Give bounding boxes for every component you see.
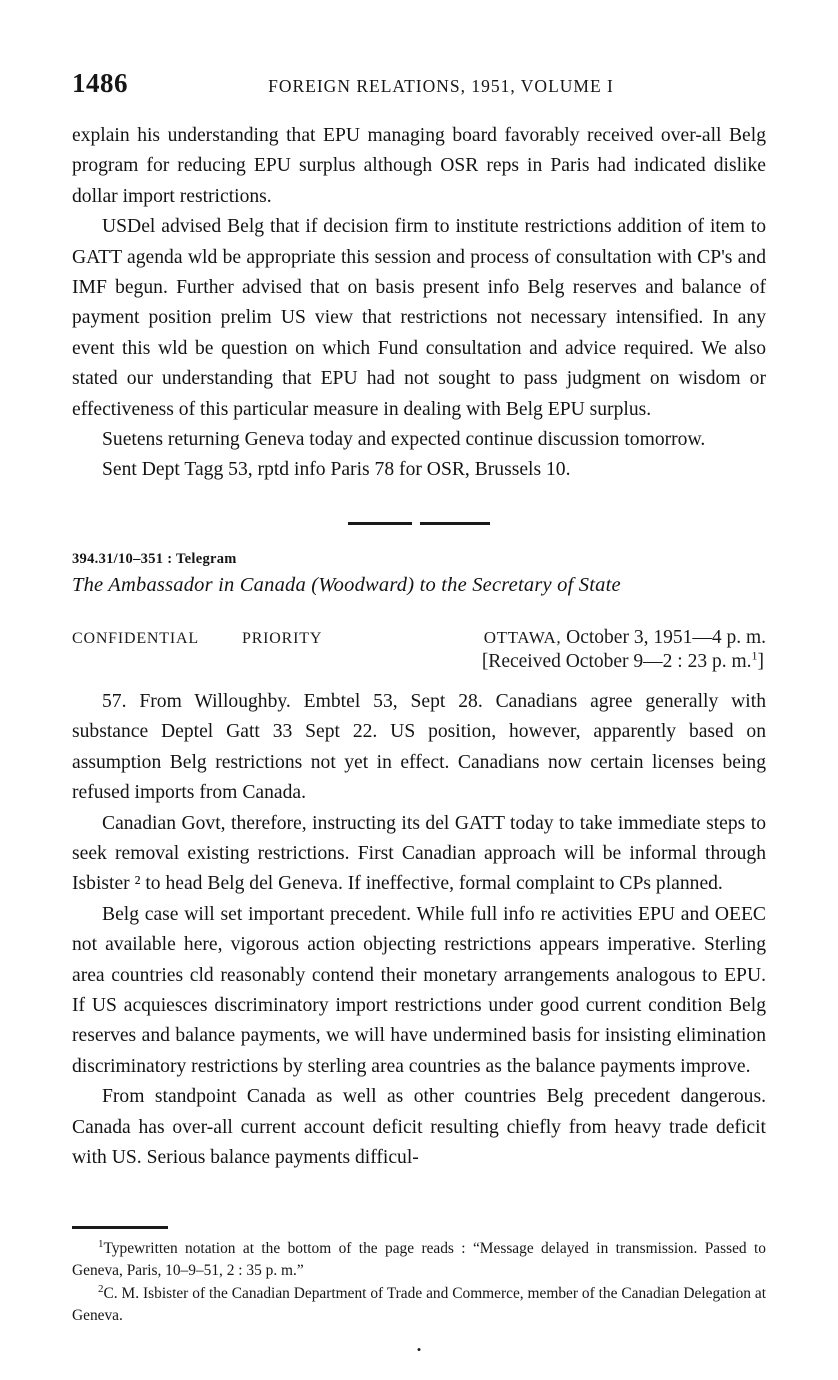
priority-label: PRIORITY	[242, 629, 323, 647]
dateline	[484, 627, 766, 649]
divider-rule-left	[348, 522, 412, 525]
paragraph: Belg case will set important precedent. While full info re activities EPU and OEEC not available here, vigorous action objecting restrictions appears imperative. Sterling area countries cld reasonably contend their monetary arrangements analogous to EPU. If US acquiesces discriminatory import restrictions under good current condition Belg reserves and balance payments, we will have undermined basis for insisting elimination discriminatory restrictions by sterling area countries as the balance payments improve.	[72, 903, 766, 1077]
paragraph: 57. From Willoughby. Embtel 53, Sept 28. Canadians agree generally with substance Deptel Gatt 33 Sept 22. US position, however, apparently based on assumption Belg restrictions not yet in effect. Canadians now certain licenses being refused imports from Canada.	[72, 690, 766, 804]
dateline-place: OTTAWA,	[483, 627, 562, 647]
page-header	[0, 0, 838, 99]
paragraph: explain his understanding that EPU managing board favorably received over-all Belg program for reducing EPU surplus although OSR reps in Paris had indicated dislike dollar import restrictions.	[72, 125, 766, 207]
received-bracket-close: ]	[757, 650, 764, 672]
footnote-item	[72, 1283, 766, 1326]
divider-rule-right	[420, 522, 490, 525]
paragraph: From standpoint Canada as well as other countries Belg precedent dangerous. Canada has over-all current account deficit resulting chiefly from heavy trade deficit with US. Serious balance payments difficul-	[72, 1086, 766, 1168]
document-source-note: 394.31/10–351 : Telegram	[72, 550, 237, 567]
page-number: 1486	[72, 68, 128, 98]
paragraph: Canadian Govt, therefore, instructing its del GATT today to take immediate steps to seek removal existing restrictions. First Canadian approach will be informal through Isbister ² to head Belg del Geneva. If ineffective, formal complaint to CPs planned.	[72, 812, 766, 895]
received-text: [Received October 9—2 : 23 p. m.	[481, 650, 752, 672]
classification-label: CONFIDENTIAL	[72, 629, 199, 647]
main-text-column	[0, 121, 838, 1173]
paragraph: Suetens returning Geneva today and expected continue discussion tomorrow.	[102, 429, 706, 451]
footnote-rule	[72, 1226, 168, 1229]
footnote-text: C. M. Isbister of the Canadian Department of Trade and Commerce, member of the Canadian Delegation at Geneva.	[72, 1285, 766, 1324]
running-head: FOREIGN RELATIONS, 1951, VOLUME I	[268, 76, 614, 96]
received-stamp	[72, 648, 766, 673]
document-headline-row	[72, 627, 766, 649]
dateline-date: October 3, 1951—4 p. m.	[561, 626, 766, 648]
paragraph: USDel advised Belg that if decision firm to institute restrictions addition of item to GATT agenda wld be appropriate this session and process of consultation with CP's and IMF begun. Further advised that on basis present info Belg reserves and balance of payment position prelim US view that restrictions not necessary intensified. In any event this wld be question on which Fund consultation and advice required. We also stated our understanding that EPU had not sought to pass judgment on wisdom or effectiveness of this particular measure in dealing with Belg EPU surplus.	[72, 216, 766, 420]
footnote-marker: 1	[98, 1237, 104, 1250]
footnote-section	[72, 1226, 766, 1328]
page-bottom-mark: •	[416, 1342, 422, 1357]
footnote-ref-1: 1	[751, 648, 758, 663]
section-divider	[72, 522, 766, 525]
footnote-text: Typewritten notation at the bottom of the page reads : “Message delayed in transmission. Passed to Geneva, Paris, 10–9–51, 2 : 35 p. m.”	[72, 1240, 766, 1279]
document-title: The Ambassador in Canada (Woodward) to the Secretary of State	[72, 573, 621, 596]
paragraph: Sent Dept Tagg 53, rptd info Paris 78 for OSR, Brussels 10.	[102, 459, 571, 481]
footnote-marker: 2	[98, 1282, 104, 1295]
footnote-item	[72, 1238, 766, 1281]
